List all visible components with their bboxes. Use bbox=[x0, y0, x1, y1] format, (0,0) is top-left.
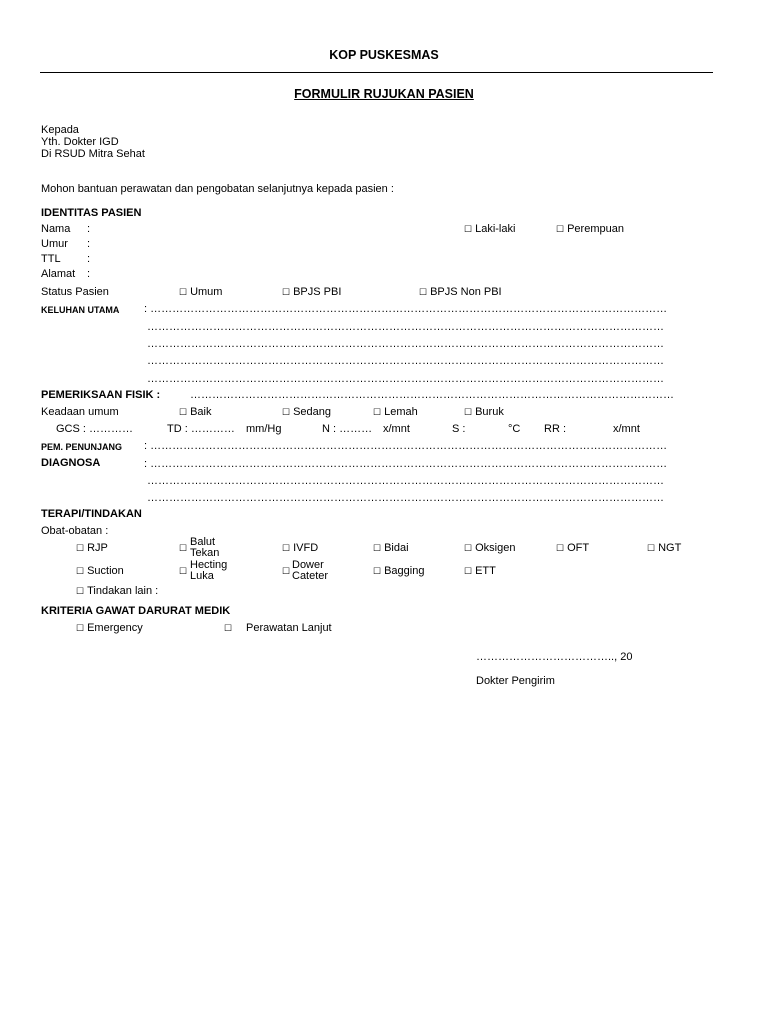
emergency-label: Emergency bbox=[87, 622, 143, 634]
diagnosa-line-2[interactable]: …………………………………………………………………………………………………………………………… bbox=[147, 475, 664, 487]
perempuan-label: Perempuan bbox=[567, 223, 624, 235]
checkbox-icon: ☐ bbox=[373, 566, 382, 576]
obat-obatan-label: Obat-obatan : bbox=[41, 525, 109, 537]
checkbox-sedang[interactable] bbox=[282, 406, 331, 418]
umur-colon: : bbox=[87, 238, 91, 250]
nama-colon: : bbox=[87, 223, 91, 235]
checkbox-icon: ☐ bbox=[419, 287, 428, 297]
ett-label: ETT bbox=[475, 565, 496, 577]
checkbox-lemah[interactable] bbox=[373, 406, 418, 418]
checkbox-icon: ☐ bbox=[76, 566, 85, 576]
header-divider bbox=[40, 72, 713, 73]
perawatan-lanjut-label: Perawatan Lanjut bbox=[246, 622, 332, 634]
checkbox-bagging[interactable] bbox=[373, 565, 424, 577]
umum-label: Umum bbox=[190, 286, 223, 298]
checkbox-bpjs-non-pbi[interactable] bbox=[419, 286, 502, 298]
keluhan-heading: KELUHAN UTAMA bbox=[41, 305, 120, 315]
checkbox-emergency[interactable] bbox=[76, 622, 143, 634]
rjp-label: RJP bbox=[87, 542, 108, 554]
balut-tekan-label: Balut Tekan bbox=[190, 536, 220, 559]
checkbox-icon: ☐ bbox=[179, 543, 188, 553]
keadaan-umum-label: Keadaan umum bbox=[41, 406, 119, 418]
bagging-label: Bagging bbox=[384, 565, 425, 577]
keluhan-line-5[interactable]: …………………………………………………………………………………………………………………………… bbox=[147, 373, 664, 385]
keluhan-line-2[interactable]: …………………………………………………………………………………………………………………………… bbox=[147, 321, 664, 333]
nama-label: Nama bbox=[41, 223, 71, 235]
checkbox-icon: ☐ bbox=[224, 623, 233, 633]
checkbox-icon: ☐ bbox=[464, 566, 473, 576]
rr-unit: x/mnt bbox=[613, 423, 640, 435]
suhu-field[interactable]: S : bbox=[452, 423, 466, 435]
checkbox-umum[interactable] bbox=[179, 286, 222, 298]
laki-laki-label: Laki-laki bbox=[475, 223, 516, 235]
status-pasien-label: Status Pasien bbox=[41, 286, 109, 298]
rr-field[interactable]: RR : bbox=[544, 423, 566, 435]
recipient-line-3: Di RSUD Mitra Sehat bbox=[41, 148, 145, 160]
checkbox-icon: ☐ bbox=[556, 543, 565, 553]
diagnosa-line-3[interactable]: …………………………………………………………………………………………………………………………… bbox=[147, 492, 664, 504]
checkbox-bidai[interactable] bbox=[373, 542, 409, 554]
oft-label: OFT bbox=[567, 542, 590, 554]
dower-cateter-label: Dower Cateter bbox=[292, 559, 329, 582]
checkbox-icon: ☐ bbox=[464, 224, 473, 234]
checkbox-icon: ☐ bbox=[179, 566, 188, 576]
sedang-label: Sedang bbox=[293, 406, 332, 418]
checkbox-hecting-luka[interactable] bbox=[179, 565, 190, 577]
checkbox-icon: ☐ bbox=[76, 623, 85, 633]
checkbox-ngt[interactable] bbox=[647, 542, 681, 554]
alamat-colon: : bbox=[87, 268, 91, 280]
checkbox-icon: ☐ bbox=[464, 407, 473, 417]
buruk-label: Buruk bbox=[475, 406, 504, 418]
hecting-luka-label: Hecting Luka bbox=[190, 559, 228, 582]
checkbox-icon: ☐ bbox=[556, 224, 565, 234]
checkbox-icon: ☐ bbox=[282, 566, 291, 576]
suhu-unit: °C bbox=[508, 423, 521, 435]
checkbox-perempuan[interactable] bbox=[556, 223, 624, 235]
diagnosa-heading: DIAGNOSA bbox=[41, 457, 101, 469]
checkbox-icon: ☐ bbox=[373, 407, 382, 417]
keluhan-line-4[interactable]: …………………………………………………………………………………………………………………………… bbox=[147, 355, 664, 367]
keluhan-line-3[interactable]: …………………………………………………………………………………………………………………………… bbox=[147, 338, 664, 350]
date-line[interactable]: ……………………………….., 20 bbox=[476, 651, 633, 663]
oksigen-label: Oksigen bbox=[475, 542, 516, 554]
bidai-label: Bidai bbox=[384, 542, 409, 554]
checkbox-laki-laki[interactable] bbox=[464, 223, 515, 235]
pemeriksaan-line[interactable]: …………………………………………………………………………………………………………………… bbox=[190, 389, 674, 401]
checkbox-bpjs-pbi[interactable] bbox=[282, 286, 341, 298]
checkbox-icon: ☐ bbox=[179, 287, 188, 297]
recipient-line-1: Kepada bbox=[41, 124, 79, 136]
diagnosa-line-1[interactable]: : …………………………………………………………………………………………………………………………… bbox=[144, 458, 668, 470]
checkbox-ivfd[interactable] bbox=[282, 542, 318, 554]
checkbox-icon: ☐ bbox=[76, 543, 85, 553]
checkbox-icon: ☐ bbox=[464, 543, 473, 553]
dokter-pengirim-label: Dokter Pengirim bbox=[476, 675, 555, 687]
checkbox-suction[interactable] bbox=[76, 565, 124, 577]
ngt-label: NGT bbox=[658, 542, 682, 554]
ivfd-label: IVFD bbox=[293, 542, 319, 554]
checkbox-tindakan-lain[interactable] bbox=[76, 585, 158, 597]
bpjs-pbi-label: BPJS PBI bbox=[293, 286, 342, 298]
checkbox-oksigen[interactable] bbox=[464, 542, 515, 554]
checkbox-icon: ☐ bbox=[179, 407, 188, 417]
baik-label: Baik bbox=[190, 406, 212, 418]
checkbox-icon: ☐ bbox=[76, 586, 85, 596]
checkbox-buruk[interactable] bbox=[464, 406, 504, 418]
suction-label: Suction bbox=[87, 565, 124, 577]
tindakan-lain-label: Tindakan lain : bbox=[87, 585, 159, 597]
identitas-heading: IDENTITAS PASIEN bbox=[41, 207, 142, 219]
checkbox-icon: ☐ bbox=[282, 407, 291, 417]
ttl-label: TTL bbox=[41, 253, 61, 265]
ttl-colon: : bbox=[87, 253, 91, 265]
lemah-label: Lemah bbox=[384, 406, 418, 418]
kriteria-heading: KRITERIA GAWAT DARURAT MEDIK bbox=[41, 605, 231, 617]
kop-header: KOP PUSKESMAS bbox=[329, 48, 439, 62]
checkbox-perawatan-lanjut[interactable] bbox=[224, 622, 235, 634]
bpjs-non-pbi-label: BPJS Non PBI bbox=[430, 286, 502, 298]
form-title: FORMULIR RUJUKAN PASIEN bbox=[294, 87, 474, 101]
gcs-field[interactable]: GCS : ………… bbox=[56, 423, 134, 435]
checkbox-icon: ☐ bbox=[282, 543, 291, 553]
checkbox-ett[interactable] bbox=[464, 565, 496, 577]
alamat-label: Alamat bbox=[41, 268, 76, 280]
checkbox-icon: ☐ bbox=[282, 287, 291, 297]
td-field[interactable]: TD : ………… bbox=[167, 423, 235, 435]
penunjang-line[interactable]: : …………………………………………………………………………………………………………………………… bbox=[144, 440, 668, 452]
checkbox-icon: ☐ bbox=[647, 543, 656, 553]
mmhg-unit: mm/Hg bbox=[246, 423, 282, 435]
nadi-field[interactable]: N : ……… bbox=[322, 423, 373, 435]
checkbox-balut-tekan[interactable] bbox=[179, 542, 190, 554]
checkbox-rjp[interactable] bbox=[76, 542, 108, 554]
checkbox-icon: ☐ bbox=[373, 543, 382, 553]
umur-label: Umur bbox=[41, 238, 68, 250]
pemeriksaan-heading: PEMERIKSAAN FISIK : bbox=[41, 389, 161, 401]
checkbox-oft[interactable] bbox=[556, 542, 589, 554]
penunjang-heading: PEM. PENUNJANG bbox=[41, 442, 123, 452]
keluhan-line-1[interactable]: : …………………………………………………………………………………………………………………………… bbox=[144, 303, 668, 315]
intro-text: Mohon bantuan perawatan dan pengobatan selanjutnya kepada pasien : bbox=[41, 183, 394, 195]
recipient-line-2: Yth. Dokter IGD bbox=[41, 136, 119, 148]
checkbox-baik[interactable] bbox=[179, 406, 211, 418]
nadi-unit: x/mnt bbox=[383, 423, 410, 435]
terapi-heading: TERAPI/TINDAKAN bbox=[41, 508, 142, 520]
